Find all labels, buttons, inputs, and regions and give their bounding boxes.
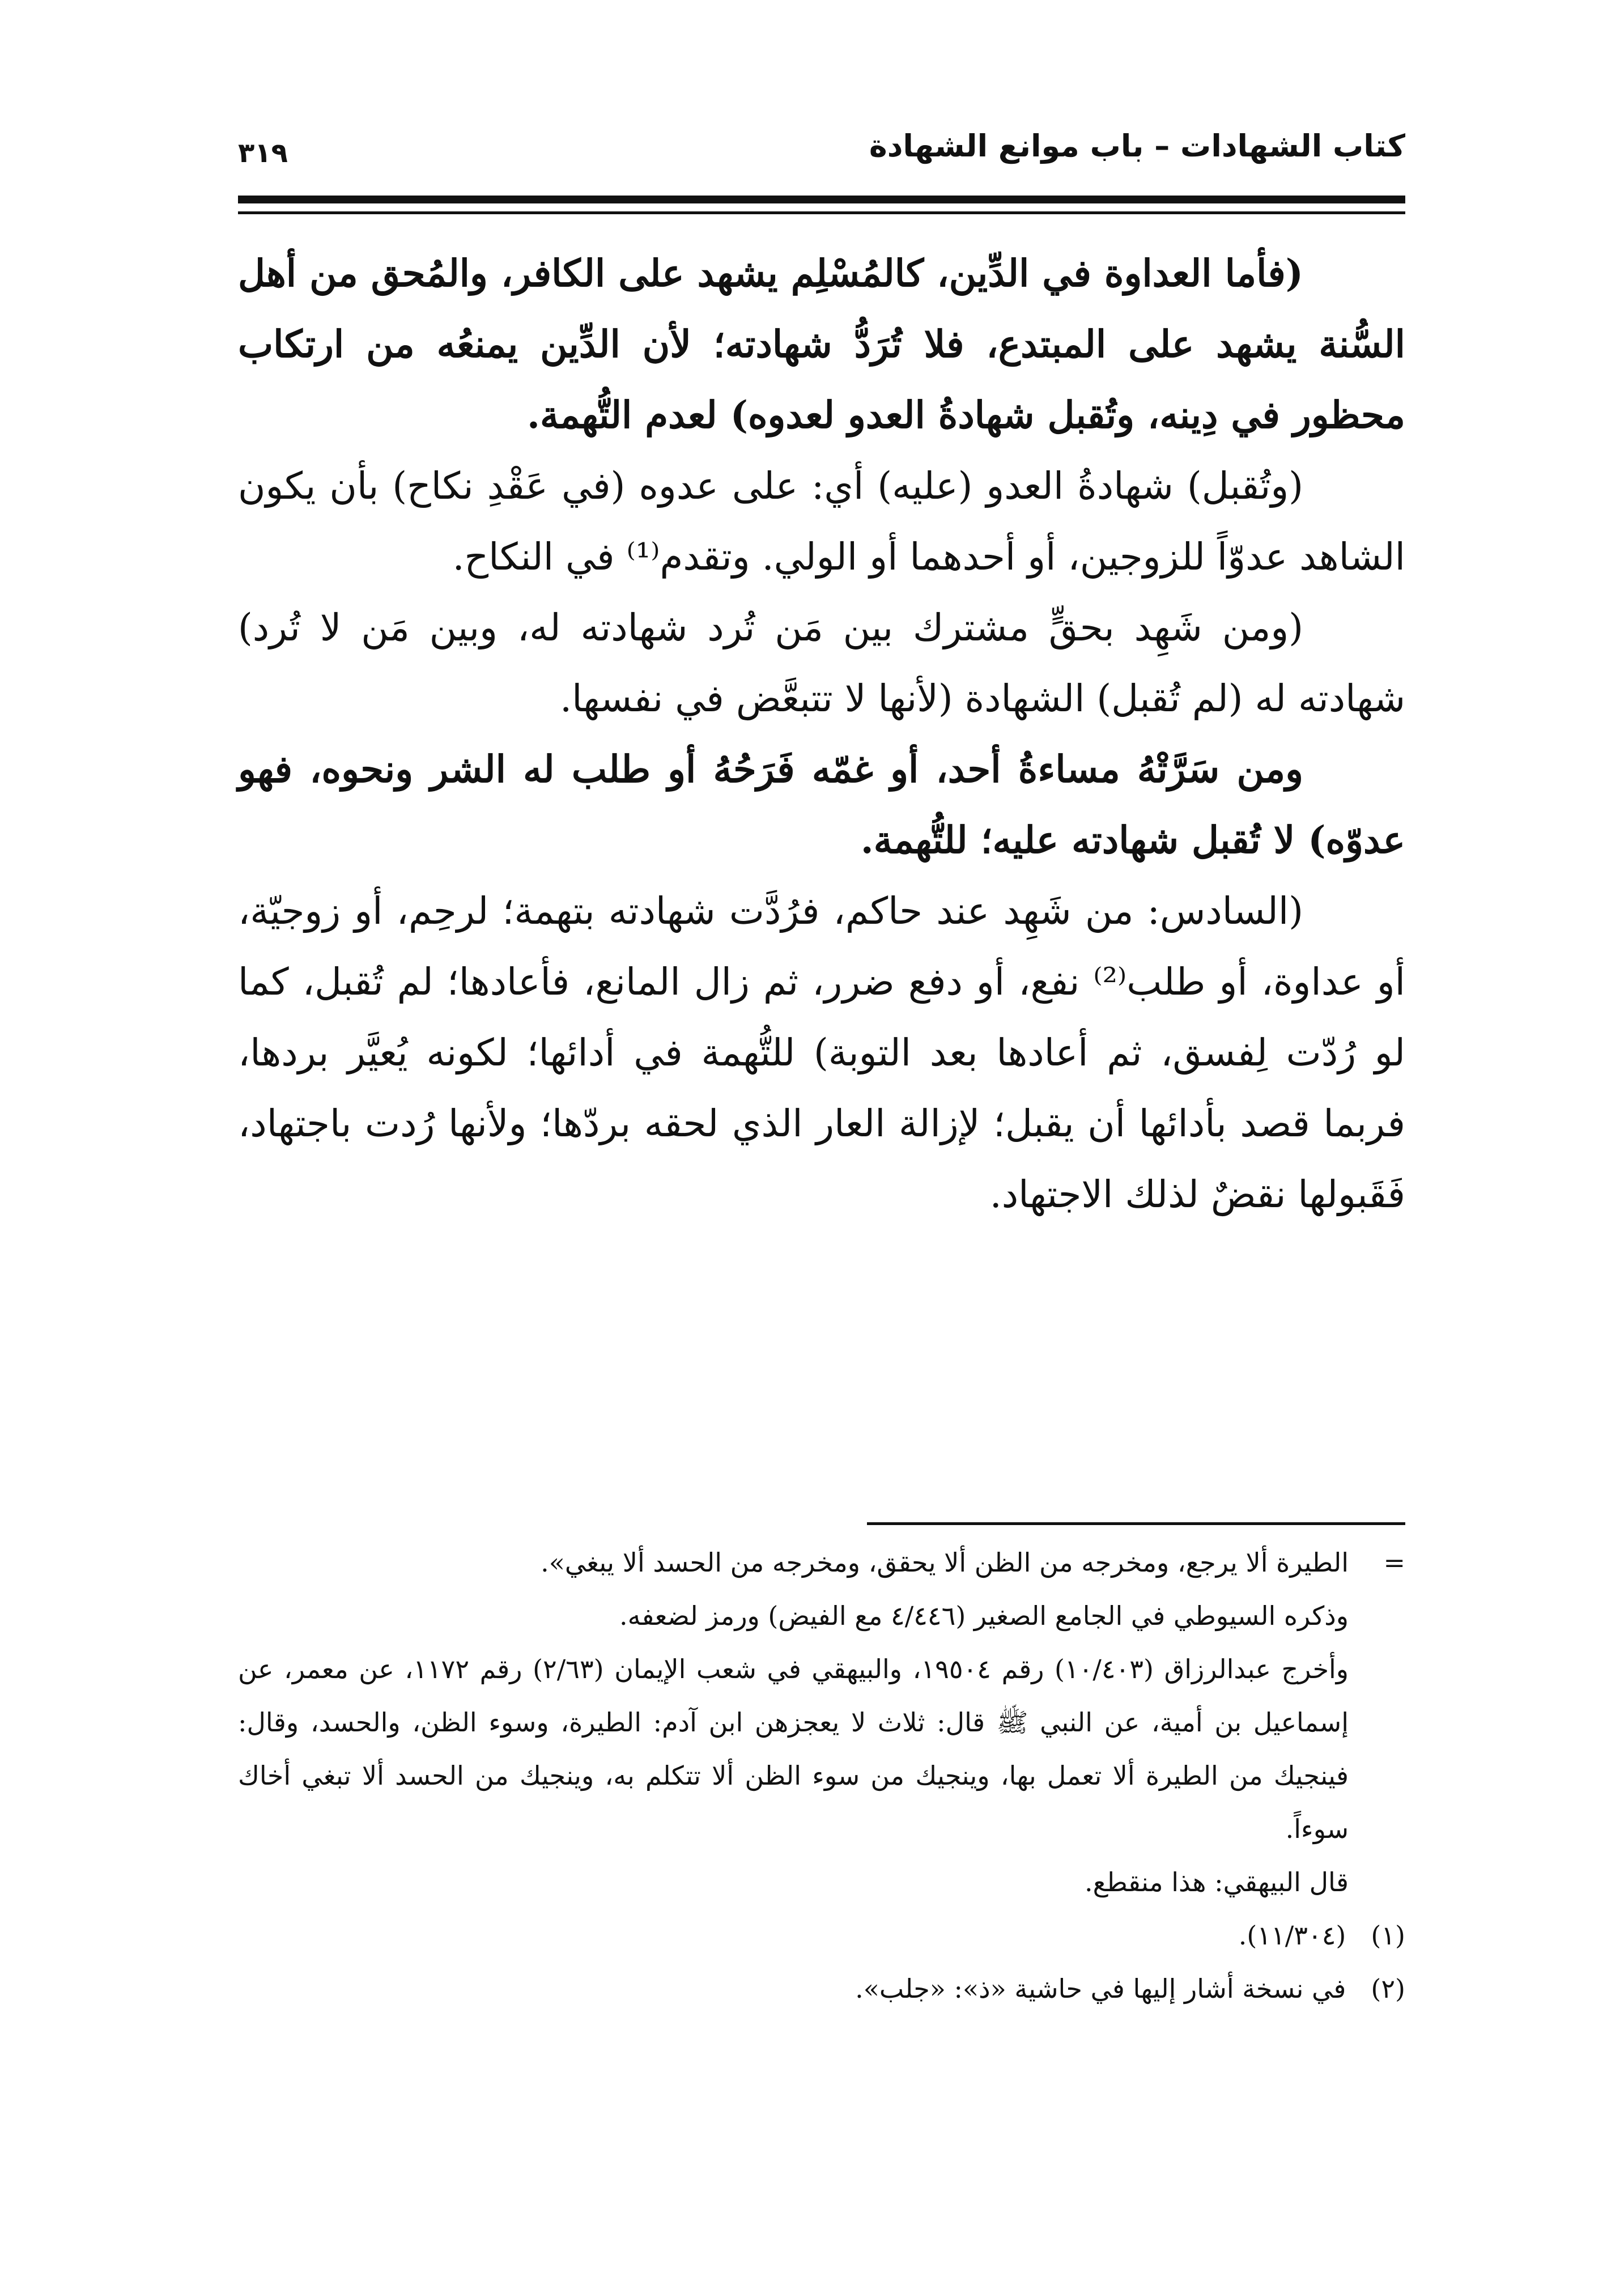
page-number: ٣١٩ — [238, 137, 288, 169]
continuation-mark: = — [1383, 1547, 1405, 1578]
paragraph-2: (وتُقبل) شهادةُ العدو (عليه) أي: على عدوه (في عَقْدِ نكاح) بأن يكون الشاهد عدوّاً للزوجين، أو أحدهما أو الولي. وتقدم⁽¹⁾ في النكاح. — [238, 464, 1405, 579]
main-text — [238, 238, 1405, 1230]
footnote-1 — [238, 1909, 1405, 1962]
footnotes — [238, 1536, 1405, 2015]
continuation-line-3: وأخرج عبدالرزاق (١٠/٤٠٣) رقم ١٩٥٠٤، والبيهقي في شعب الإيمان (٢/٦٣) رقم ١١٧٢، عن معمر، عن إسماعيل بن أمية، عن النبي ﷺ قال: ثلاث لا يعجزهن ابن آدم: الطيرة، وسوء الظن، والحسد، وقال: فينجيك من الطيرة ألا تعمل بها، وينجيك من سوء الظن ألا تتكلم به، وينجيك من الحسد ألا تبغي أخاك سوءاً. — [238, 1654, 1349, 1844]
footnote-continuation — [238, 1536, 1405, 1909]
continuation-line-4: قال البيهقي: هذا منقطع. — [1085, 1867, 1349, 1897]
footnote-1-text: (١١/٣٠٤). — [1238, 1920, 1346, 1951]
chapter-title: كتاب الشهادات – باب موانع الشهادة — [869, 128, 1405, 164]
paragraph-4: ومن سَرَّتْهُ مساءةُ أحد، أو غمّه فَرَحُهُ أو طلب له الشر ونحوه، فهو عدوّه) لا تُقبل شهادته عليه؛ للتُّهمة. — [238, 747, 1405, 862]
header-rule-thin — [238, 211, 1405, 214]
continuation-line-1: الطيرة ألا يرجع، ومخرجه من الظن ألا يحقق، ومخرجه من الحسد ألا يبغي». — [541, 1547, 1349, 1578]
paragraph-3: (ومن شَهِد بحقٍّ مشترك بين مَن تُرد شهادته له، وبين مَن لا تُرد) شهادته له (لم تُقبل) الشهادة (لأنها لا تتبعَّض في نفسها. — [238, 606, 1405, 720]
paragraph-1: (فأما العداوة في الدِّين، كالمُسْلِم يشهد على الكافر، والمُحق من أهل السُّنة يشهد على المبتدع، فلا تُرَدُّ شهادته؛ لأن الدِّين يمنعُه من ارتكاب محظور في دِينه، وتُقبل شهادةُ العدو لعدوه) لعدم التُّهمة. — [238, 251, 1405, 437]
footnote-separator — [867, 1522, 1405, 1525]
footnote-2 — [238, 1962, 1405, 2015]
running-header — [238, 124, 1405, 175]
footnote-1-number: (١) — [1371, 1920, 1405, 1951]
paragraph-5: (السادس: من شَهِد عند حاكم، فرُدَّت شهادته بتهمة؛ لرحِم، أو زوجيّة، أو عداوة، أو طلب⁽²⁾ نفع، أو دفع ضرر، ثم زال المانع، فأعادها؛ لم تُقبل، كما لو رُدّت لِفسق، ثم أعادها بعد التوبة) للتُّهمة في أدائها؛ لكونه يُعيَّر بردها، فربما قصد بأدائها أن يقبل؛ لإزالة العار الذي لحقه بردّها؛ ولأنها رُدت باجتهاد، فَقَبولها نقضٌ لذلك الاجتهاد. — [238, 889, 1406, 1216]
footnote-2-text: في نسخة أشار إليها في حاشية «ذ»: «جلب». — [855, 1973, 1346, 2004]
continuation-line-2: وذكره السيوطي في الجامع الصغير (٤/٤٤٦ مع الفيض) ورمز لضعفه. — [619, 1600, 1349, 1631]
footnote-2-number: (٢) — [1371, 1973, 1405, 2004]
header-rule-thick — [238, 196, 1405, 203]
